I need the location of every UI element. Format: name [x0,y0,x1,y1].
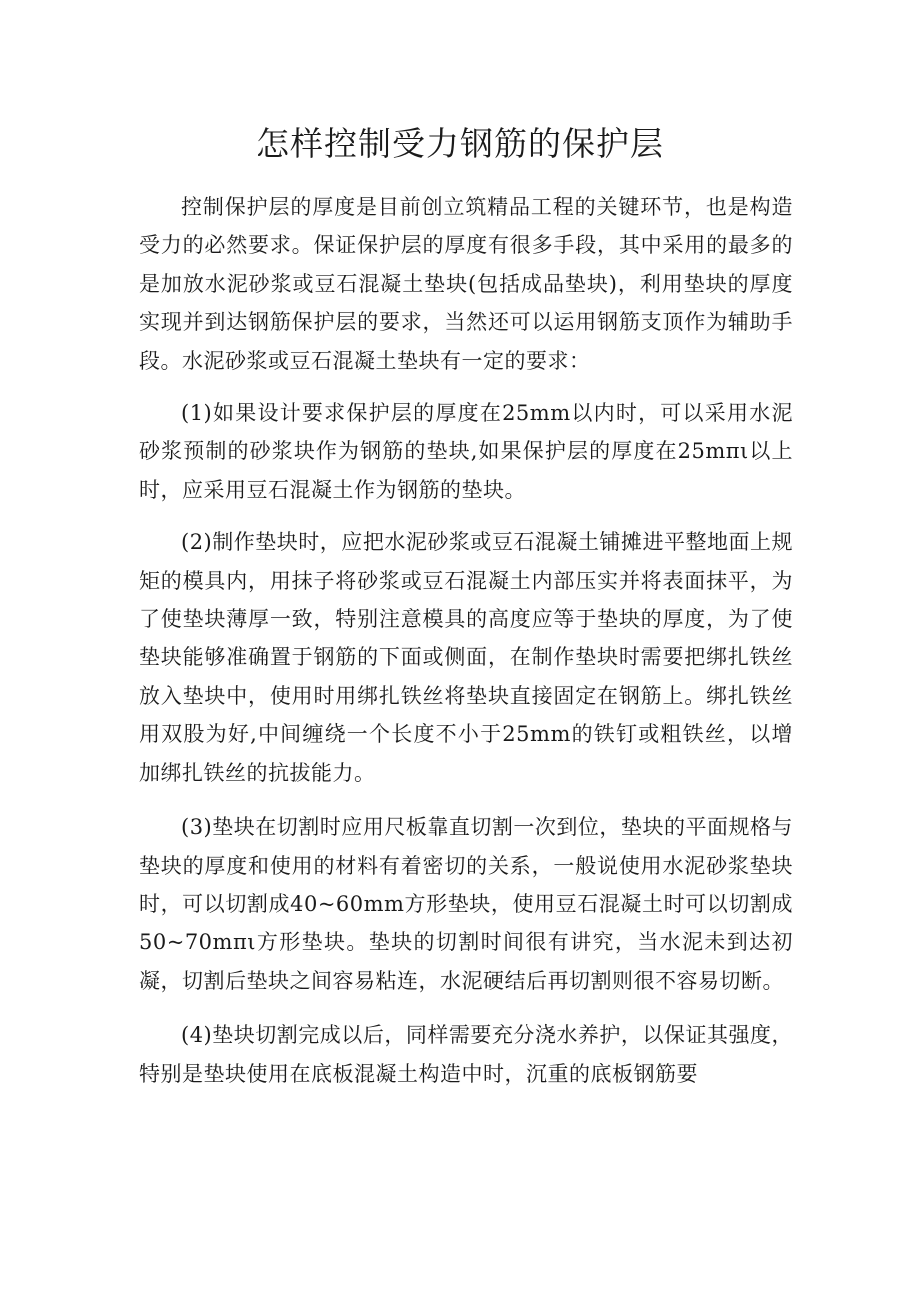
paragraph-item-3: (3)垫块在切割时应用尺板靠直切割一次到位，垫块的平面规格与垫块的厚度和使用的材料有着密切的关系，一般说使用水泥砂浆垫块时，可以切割成40~60mm方形垫块，使用豆石混凝土时可以切割成50~70mπι方形垫块。垫块的切割时间很有讲究，当水泥未到达初凝，切割后垫块之间容易粘连，水泥硬结后再切割则很不容易切断。 [139,815,793,993]
document-title: 怎样控制受力钢筋的保护层 [256,124,664,163]
paragraph-item-1: (1)如果设计要求保护层的厚度在25mm以内时，可以采用水泥砂浆预制的砂浆块作为钢筋的垫块,如果保护层的厚度在25mπι以上时，应采用豆石混凝土作为钢筋的垫块。 [139,401,793,502]
paragraph-item-2: (2)制作垫块时，应把水泥砂浆或豆石混凝土铺摊进平整地面上规矩的模具内，用抹子将砂浆或豆石混凝土内部压实并将表面抹平，为了使垫块薄厚一致，特别注意模具的高度应等于垫块的厚度，为了使垫块能够准确置于钢筋的下面或侧面，在制作垫块时需要把绑扎铁丝放入垫块中，使用时用绑扎铁丝将垫块直接固定在钢筋上。绑扎铁丝用双股为好,中间缠绕一个长度不小于25mm的铁钉或粗铁丝，以增加绑扎铁丝的抗拔能力。 [139,530,793,785]
paragraph-intro: 控制保护层的厚度是目前创立筑精品工程的关键环节，也是构造受力的必然要求。保证保护层的厚度有很多手段，其中采用的最多的是加放水泥砂浆或豆石混凝土垫块(包括成品垫块)，利用垫块的厚度实现并到达钢筋保护层的要求，当然还可以运用钢筋支顶作为辅助手段。水泥砂浆或豆石混凝土垫块有一定的要求： [139,195,793,373]
document-body [139,188,793,1093]
paragraph-item-4: (4)垫块切割完成以后，同样需要充分浇水养护，以保证其强度，特别是垫块使用在底板混凝土构造中时，沉重的底板钢筋要 [139,1023,793,1086]
